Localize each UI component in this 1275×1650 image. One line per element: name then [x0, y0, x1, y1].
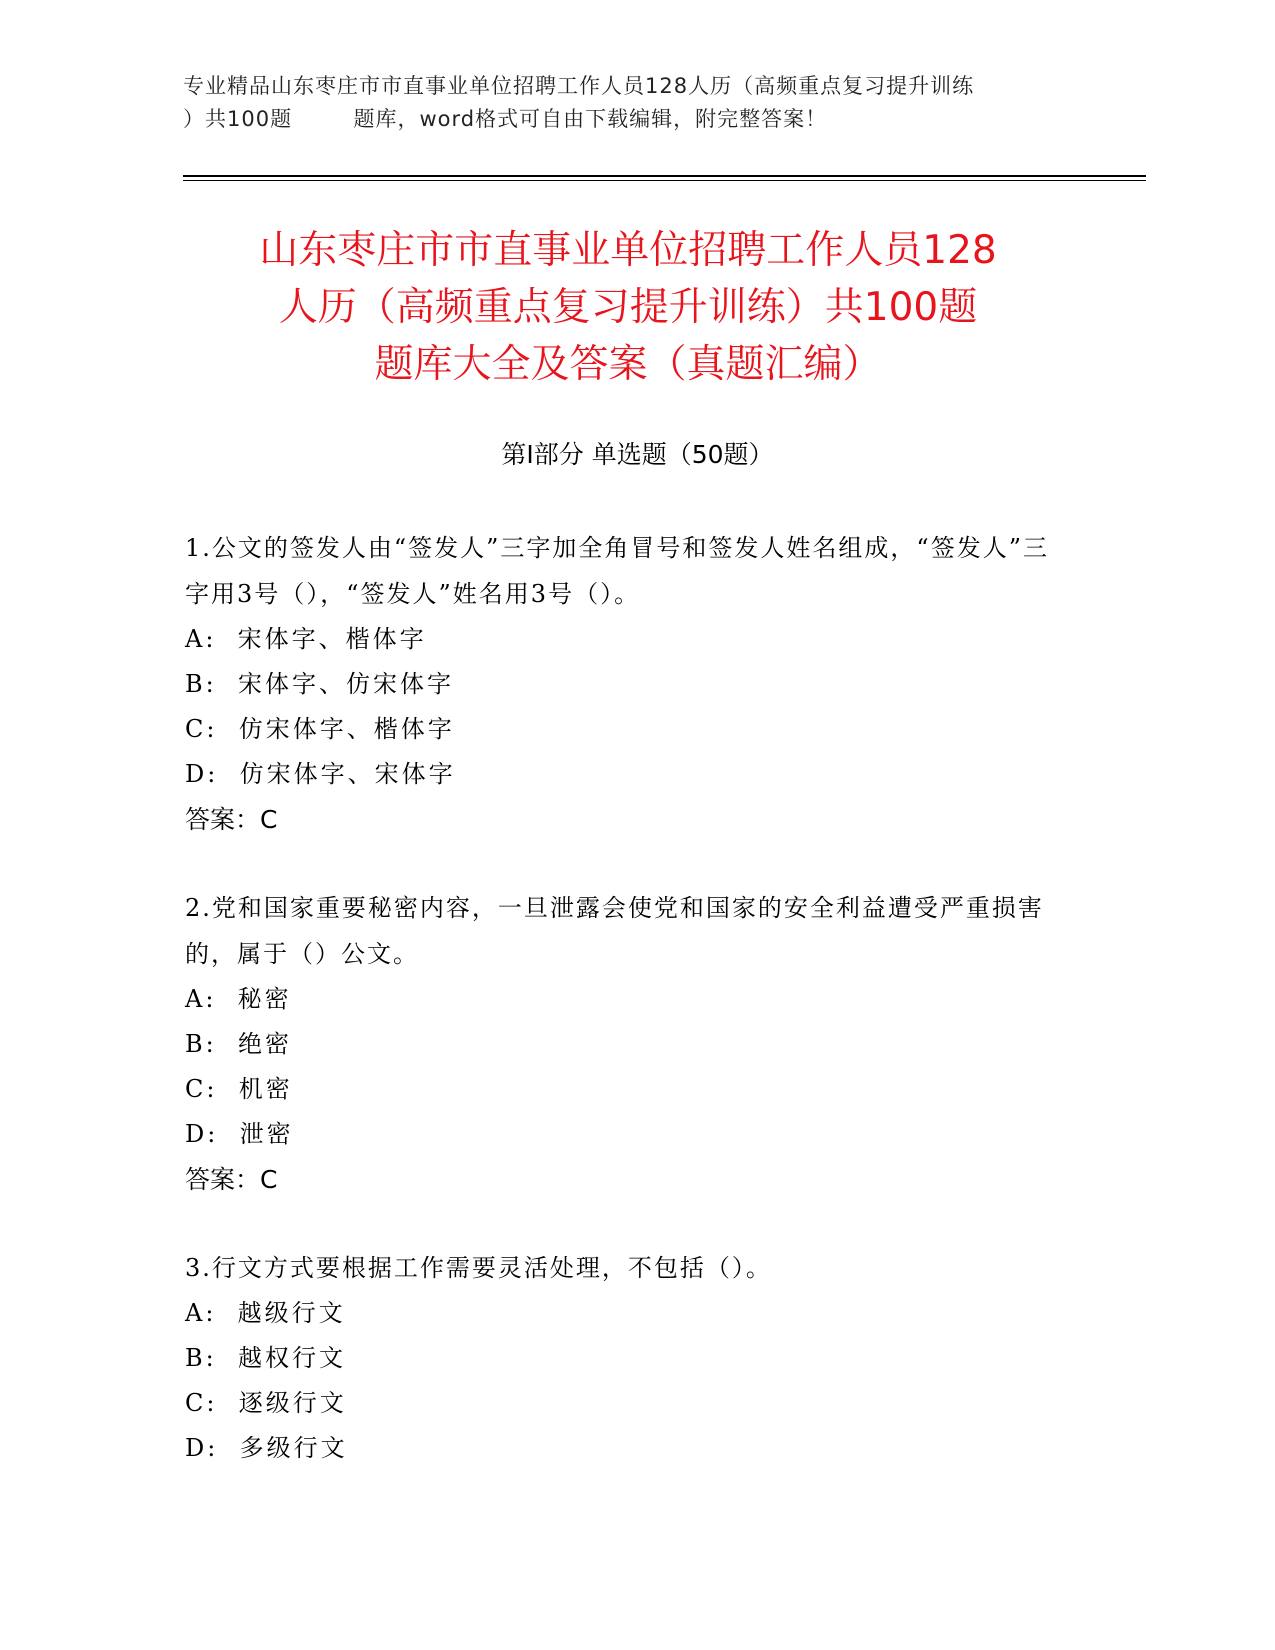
answer: 答案：C: [185, 805, 278, 834]
option-b: B: 宋体字、仿宋体字: [185, 670, 454, 698]
question-stem: 2.党和国家重要秘密内容，一旦泄露会使党和国家的安全利益遭受严重损害的，属于（）公文。: [185, 894, 1044, 968]
option-d: D: 泄密: [185, 1120, 294, 1148]
option-c: C: 仿宋体字、楷体字: [185, 715, 455, 743]
header-line-1: 专业精品山东枣庄市市直事业单位招聘工作人员128人历（高频重点复习提升训练: [183, 74, 975, 98]
option-b: B: 绝密: [185, 1030, 292, 1058]
header-line-2: ）共100题 题库，word格式可自由下载编辑，附完整答案！: [183, 107, 828, 131]
option-a: A: 越级行文: [185, 1299, 346, 1327]
option-a: A: 宋体字、楷体字: [185, 625, 427, 653]
header-divider-thick: [183, 175, 1146, 177]
option-b: B: 越权行文: [185, 1344, 346, 1372]
question-2: [185, 885, 1065, 1202]
title-line-3: 题库大全及答案（真题汇编）: [374, 342, 882, 387]
document-header: [183, 70, 1073, 136]
option-d: D: 仿宋体字、宋体字: [185, 760, 456, 788]
question-stem: 1.公文的签发人由“签发人”三字加全角冒号和签发人姓名组成，“签发人”三字用3号（），“签发人”姓名用3号（）。: [185, 534, 1049, 608]
option-d: D: 多级行文: [185, 1434, 348, 1462]
header-divider-thin: [183, 180, 1146, 181]
question-stem: 3.行文方式要根据工作需要灵活处理，不包括（）。: [185, 1254, 772, 1282]
question-3: [185, 1245, 1065, 1471]
title-line-2: 人历（高频重点复习提升训练）共100题: [278, 285, 978, 330]
answer: 答案：C: [185, 1165, 278, 1194]
question-1: [185, 525, 1065, 842]
option-c: C: 逐级行文: [185, 1389, 347, 1417]
title-line-1: 山东枣庄市市直事业单位招聘工作人员128: [259, 228, 997, 273]
section-title: 第Ⅰ部分 单选题（50题）: [501, 440, 774, 469]
option-a: A: 秘密: [185, 985, 292, 1013]
option-c: C: 机密: [185, 1075, 293, 1103]
document-title: [183, 222, 1073, 393]
